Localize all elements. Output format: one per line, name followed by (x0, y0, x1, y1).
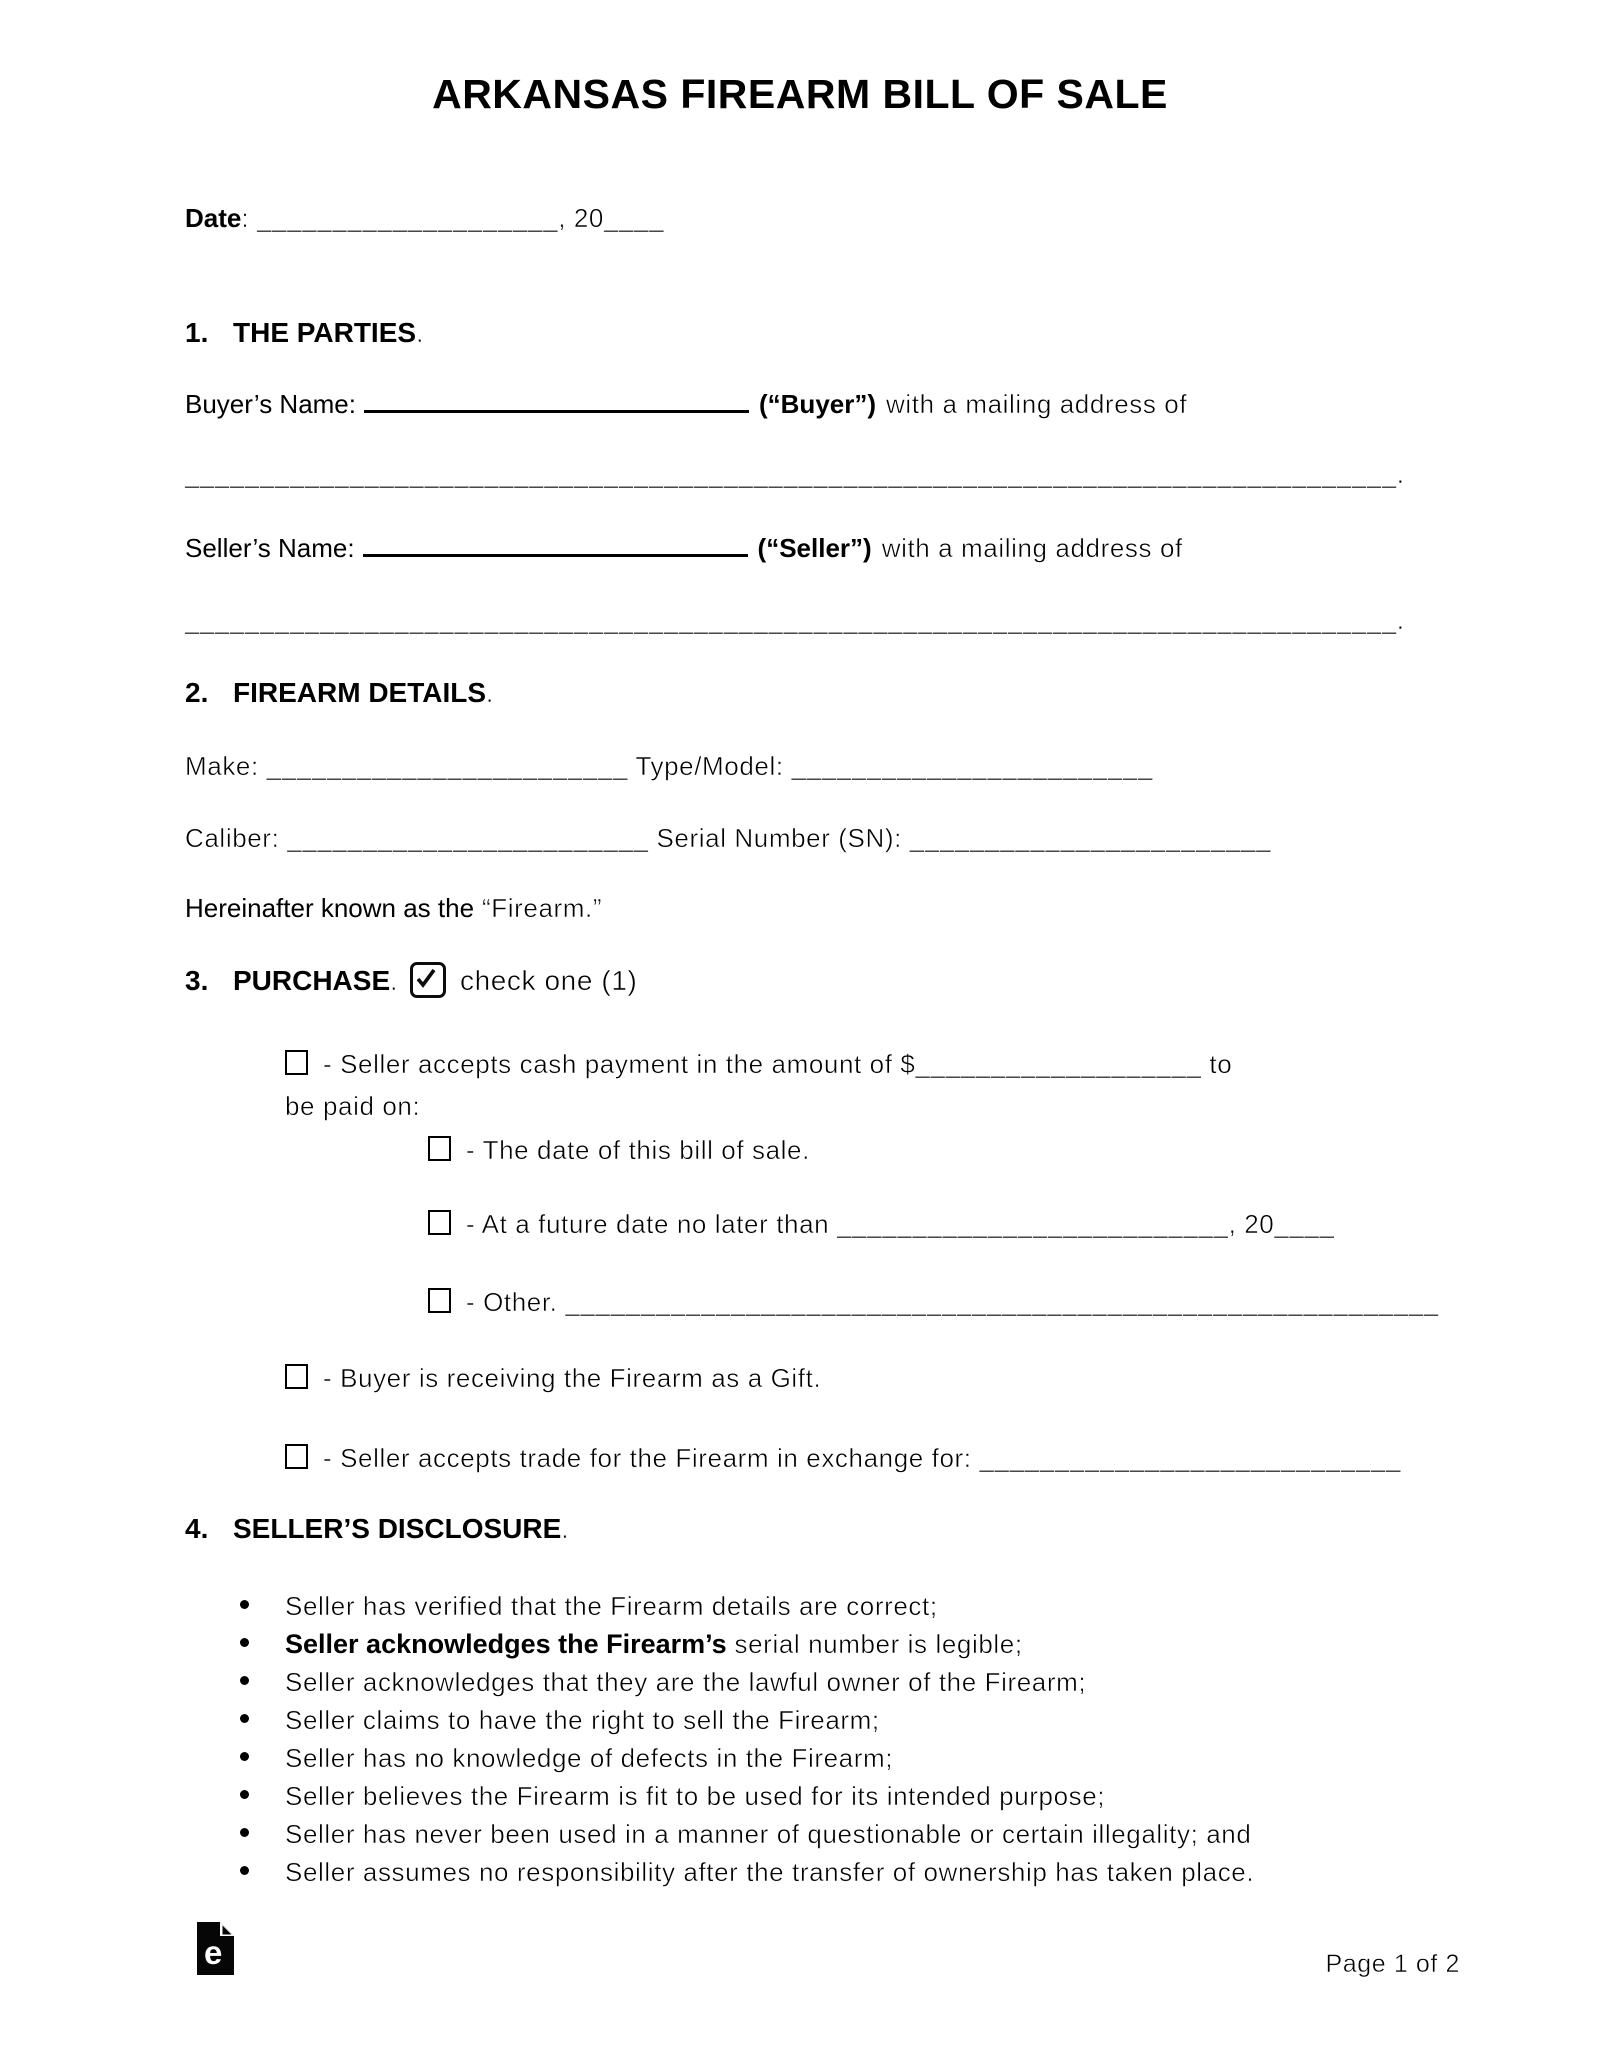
bullet-icon (240, 1600, 249, 1609)
other-description-field[interactable]: __________________________________________________________ (565, 1287, 1439, 1317)
seller-paren: (“Seller”) (757, 533, 872, 563)
type-model-label: Type/Model: (628, 751, 792, 781)
date-year-prefix: , 20 (558, 203, 604, 233)
bullet-text: Seller acknowledges that they are the lawful owner of the Firearm; (285, 1667, 1087, 1697)
seller-name-label: Seller’s Name: (185, 533, 355, 563)
buyer-name-line (185, 388, 1187, 421)
section-purchase-heading (185, 962, 637, 998)
option-text: - At a future date no later than (466, 1209, 838, 1239)
buyer-name-field[interactable] (364, 388, 749, 413)
hereinafter-line (185, 892, 602, 925)
option-text: - Buyer is receiving the Firearm as a Gift. (323, 1363, 822, 1393)
section-heading: FIREARM DETAILS (233, 677, 487, 708)
bullet-icon (240, 1676, 249, 1685)
trade-exchange-field[interactable]: ____________________________ (979, 1443, 1402, 1473)
document-title: ARKANSAS FIREARM BILL OF SALE (432, 71, 1168, 117)
buyer-address-field[interactable]: _________________________________________________________________________________. (185, 459, 1405, 489)
firearm-term: “Firearm.” (482, 893, 603, 923)
future-date-field[interactable]: __________________________ (837, 1209, 1229, 1239)
option-text: - Other. (466, 1287, 566, 1317)
make-type-line (185, 750, 1153, 783)
type-model-field[interactable]: ________________________ (791, 751, 1153, 781)
bullet-text: Seller has no knowledge of defects in the Firearm; (285, 1743, 894, 1773)
disclosure-bullet (240, 1780, 1105, 1813)
serial-number-field[interactable]: ________________________ (909, 823, 1272, 853)
seller-name-field[interactable] (363, 532, 748, 557)
purchase-option-cash-continuation: be paid on: (285, 1091, 421, 1121)
section-number: 4. (185, 1513, 209, 1544)
make-field[interactable]: ________________________ (266, 751, 629, 781)
section-parties-heading (185, 316, 424, 350)
section-heading: PURCHASE (233, 965, 391, 996)
date-year-blank-field[interactable]: ____ (604, 203, 665, 233)
make-label: Make: (185, 751, 267, 781)
checkbox-icon[interactable] (428, 1210, 451, 1235)
checkbox-icon[interactable] (428, 1288, 451, 1313)
bullet-icon (240, 1828, 249, 1837)
purchase-option-date-of-sale (428, 1134, 810, 1167)
option-text: - Seller accepts trade for the Firearm in exchange for: (323, 1443, 980, 1473)
bullet-icon (240, 1752, 249, 1761)
purchase-option-trade (285, 1442, 1401, 1475)
section-period: . (390, 966, 398, 996)
disclosure-bullet (240, 1628, 1023, 1661)
bullet-icon (240, 1714, 249, 1723)
checkbox-icon[interactable] (285, 1444, 308, 1469)
logo-letter: e (204, 1934, 223, 1971)
section-period: . (416, 318, 424, 348)
buyer-address-intro: with a mailing address of (886, 389, 1188, 419)
bullet-bold-text: Seller acknowledges the Firearm’s (285, 1629, 727, 1659)
seller-address-field[interactable]: _________________________________________________________________________________. (185, 605, 1405, 635)
disclosure-bullet (240, 1666, 1086, 1699)
caliber-serial-line (185, 822, 1271, 855)
section-heading: SELLER’S DISCLOSURE (233, 1513, 562, 1544)
check-one-instruction: check one (1) (459, 965, 638, 996)
section-period: . (486, 678, 494, 708)
disclosure-bullet (240, 1742, 893, 1775)
section-number: 3. (185, 965, 209, 996)
cash-amount-field[interactable]: ___________________ (915, 1049, 1202, 1079)
disclosure-bullet (240, 1590, 938, 1623)
purchase-option-gift (285, 1362, 821, 1395)
option-text: - Seller accepts cash payment in the amount of $ (323, 1049, 916, 1079)
disclosure-bullet (240, 1856, 1254, 1889)
disclosure-bullet (240, 1818, 1251, 1851)
buyer-name-label: Buyer’s Name: (185, 389, 356, 419)
hereinafter-text: Hereinafter known as the (185, 893, 475, 923)
section-number: 2. (185, 677, 209, 708)
page-number: Page 1 of 2 (1325, 1950, 1460, 1978)
bullet-text: Seller has verified that the Firearm details are correct; (285, 1591, 938, 1621)
eforms-logo (197, 1922, 234, 1983)
date-line (185, 202, 664, 235)
bullet-text: Seller has never been used in a manner of questionable or certain illegality; and (285, 1819, 1252, 1849)
section-disclosure-heading (185, 1512, 569, 1546)
purchase-option-future-date (428, 1208, 1335, 1241)
seller-name-line (185, 532, 1183, 565)
option-text-tail: , 20____ (1228, 1209, 1335, 1239)
date-label: Date (185, 203, 242, 233)
serial-number-label: Serial Number (SN): (648, 823, 910, 853)
bullet-text: Seller assumes no responsibility after the transfer of ownership has taken place. (285, 1857, 1255, 1887)
section-period: . (561, 1514, 570, 1544)
checkbox-icon[interactable] (285, 1364, 308, 1389)
bullet-icon (240, 1866, 249, 1875)
bullet-text: Seller believes the Firearm is fit to be used for its intended purpose; (285, 1781, 1106, 1811)
caliber-label: Caliber: (185, 823, 288, 853)
option-text: - The date of this bill of sale. (466, 1135, 810, 1165)
date-blank-field[interactable]: ____________________ (257, 203, 559, 233)
purchase-option-cash (285, 1048, 1232, 1081)
bullet-text: Seller claims to have the right to sell the Firearm; (285, 1705, 880, 1735)
seller-address-intro: with a mailing address of (881, 533, 1183, 563)
disclosure-bullet (240, 1704, 880, 1737)
option-text-tail: to (1201, 1049, 1233, 1079)
bullet-text: serial number is legible; (726, 1629, 1023, 1659)
section-heading: THE PARTIES (233, 317, 417, 348)
section-firearm-heading (185, 676, 494, 710)
checkbox-icon[interactable] (285, 1050, 308, 1075)
caliber-field[interactable]: ________________________ (287, 823, 649, 853)
buyer-paren: (“Buyer”) (759, 389, 877, 419)
section-number: 1. (185, 317, 209, 348)
checked-checkbox-icon (410, 962, 446, 998)
checkbox-icon[interactable] (428, 1136, 451, 1161)
purchase-option-other (428, 1286, 1439, 1319)
bullet-icon (240, 1638, 249, 1647)
bullet-icon (240, 1790, 249, 1799)
date-separator: : (241, 203, 258, 233)
